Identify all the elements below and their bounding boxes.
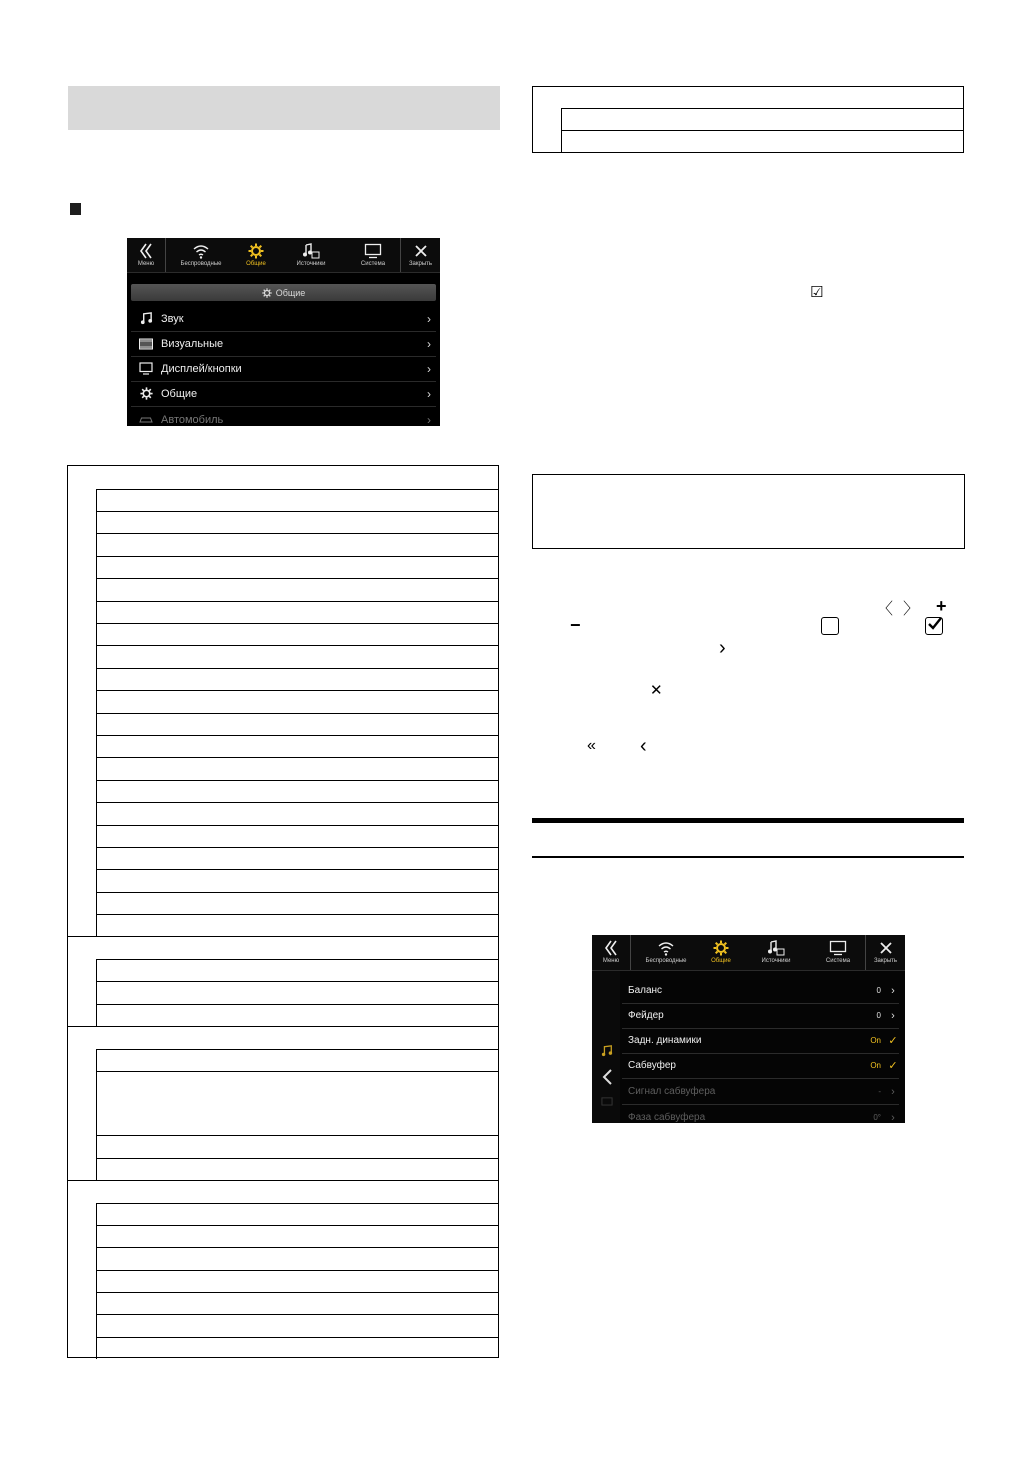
table-row-line <box>96 533 498 534</box>
table-row-line <box>96 802 498 803</box>
car-icon <box>139 415 153 425</box>
table-row-line <box>96 713 498 714</box>
menu-item-visual[interactable] <box>131 331 436 357</box>
table-row-line <box>96 1004 498 1005</box>
tab-menu[interactable] <box>127 238 165 272</box>
table-row-line <box>96 1203 498 1204</box>
tab-label: Закрыть <box>873 958 898 964</box>
table-row-line <box>96 511 498 512</box>
tab-label: Источники <box>296 261 326 267</box>
tab-sources[interactable] <box>741 935 811 970</box>
wifi-icon <box>657 940 675 956</box>
tab-system[interactable] <box>811 935 865 970</box>
tab-label: Система <box>360 261 386 267</box>
section-rule-thin <box>532 856 964 858</box>
angle-right-icon: 〉 <box>903 599 920 618</box>
setting-label: Задн. динамики <box>628 1035 702 1046</box>
tab-label: Общие <box>246 261 266 267</box>
tab-general[interactable] <box>701 935 741 970</box>
table-row-line <box>96 645 498 646</box>
setting-row-subwoofer-signal[interactable] <box>622 1079 899 1105</box>
chevron-right-icon: › <box>891 1111 895 1123</box>
table-row-line <box>96 489 498 490</box>
table-row-line <box>96 556 498 557</box>
chevron-right-icon: › <box>427 361 431 376</box>
tab-label: Система <box>825 958 851 964</box>
chevron-right-icon: › <box>427 386 431 401</box>
note-box <box>532 474 965 549</box>
section-title: Общие <box>275 287 306 298</box>
tab-wireless[interactable] <box>631 935 701 970</box>
menu-item-label: Общие <box>161 387 198 400</box>
tab-sources[interactable] <box>276 238 346 272</box>
empty-checkbox-icon <box>821 617 839 635</box>
table-row-line <box>96 1071 498 1072</box>
table-indent-line <box>96 1049 97 1180</box>
table-row-line <box>96 981 498 982</box>
table-row-line <box>96 825 498 826</box>
double-chevron-left-icon: « <box>587 737 596 754</box>
chevron-left-icon[interactable] <box>601 1069 613 1085</box>
setting-value: 0° <box>873 1113 881 1122</box>
table-row-line <box>96 1135 498 1136</box>
setting-row-fader[interactable] <box>622 1003 899 1029</box>
gear-icon <box>601 1121 613 1123</box>
menu-item-label: Звук <box>161 312 184 325</box>
chevron-right-icon: › <box>719 637 726 659</box>
music-note-icon <box>140 312 153 325</box>
table-row-line <box>96 780 498 781</box>
setting-label: Сигнал сабвуфера <box>628 1086 716 1097</box>
table-indent-line <box>96 1203 97 1359</box>
monitor-icon <box>829 940 847 956</box>
table-row-line <box>96 1225 498 1226</box>
settings-table <box>67 465 499 1358</box>
music-source-icon <box>767 940 785 956</box>
tab-label: Беспроводные <box>180 261 222 267</box>
setting-value: 0 <box>876 1011 881 1020</box>
bullet-square-icon <box>70 203 81 215</box>
table-row-line <box>96 1314 498 1315</box>
device-screenshot-general <box>127 238 440 426</box>
section-title-bar <box>131 284 436 301</box>
setting-label: Баланс <box>628 985 663 996</box>
table-row-line <box>96 1292 498 1293</box>
table-group-line <box>68 1026 498 1027</box>
music-note-icon <box>601 1045 613 1057</box>
tab-label: Меню <box>602 958 620 964</box>
tab-menu[interactable] <box>592 935 630 970</box>
table-row-line <box>96 1158 498 1159</box>
tab-system[interactable] <box>346 238 400 272</box>
table-row-line <box>96 578 498 579</box>
tab-close[interactable] <box>401 238 440 272</box>
setting-value: On <box>870 1061 881 1070</box>
checked-checkbox-icon <box>925 617 943 635</box>
setting-row-subwoofer-phase[interactable] <box>622 1105 899 1123</box>
chevron-right-icon: › <box>427 412 431 426</box>
angle-left-icon: 〈 <box>877 599 894 618</box>
tab-label: Источники <box>761 958 791 964</box>
tab-general[interactable] <box>236 238 276 272</box>
table-row-line <box>96 623 498 624</box>
section-rule-thick <box>532 818 964 823</box>
setting-label: Фаза сабвуфера <box>628 1112 706 1123</box>
table-row-line <box>96 735 498 736</box>
tab-close[interactable] <box>866 935 905 970</box>
table-row-line <box>96 914 498 915</box>
table-indent-line <box>96 959 97 1026</box>
chevron-right-icon: › <box>891 984 895 997</box>
table-row-line <box>96 869 498 870</box>
table-row-line <box>96 668 498 669</box>
setting-value: On <box>870 1036 881 1045</box>
setting-value: - <box>878 1087 881 1096</box>
menu-item-general[interactable] <box>131 381 436 407</box>
menu-item-label: Визуальные <box>161 337 224 350</box>
monitor-icon <box>139 362 153 375</box>
setting-label: Сабвуфер <box>628 1060 676 1071</box>
table-row-line <box>96 757 498 758</box>
setting-row-rear-speakers[interactable] <box>622 1028 899 1054</box>
menu-item-display[interactable] <box>131 356 436 382</box>
menu-item-label: Автомобиль <box>161 413 224 426</box>
double-chevron-left-icon <box>139 243 153 259</box>
chevron-left-icon: ‹ <box>640 735 647 757</box>
device-screenshot-sound <box>592 935 905 1123</box>
setting-value: 0 <box>876 986 881 995</box>
chevron-right-icon: › <box>427 311 431 326</box>
setting-label: Фейдер <box>628 1010 664 1021</box>
setting-row-balance[interactable] <box>622 978 899 1004</box>
monitor-icon <box>364 243 382 259</box>
table-row-line <box>96 1049 498 1050</box>
gear-icon <box>140 387 153 400</box>
tab-label: Закрыть <box>408 261 433 267</box>
table-row-line <box>96 959 498 960</box>
gear-icon <box>713 940 729 956</box>
check-icon[interactable]: ✓ <box>888 1035 898 1047</box>
tab-wireless[interactable] <box>166 238 236 272</box>
table-row-line <box>96 601 498 602</box>
tab-label: Общие <box>711 958 731 964</box>
menu-item-sound[interactable] <box>131 306 436 332</box>
film-icon <box>139 338 153 350</box>
table-indent-line <box>96 489 97 936</box>
tab-label: Меню <box>137 261 155 267</box>
minus-icon: − <box>570 615 581 635</box>
monitor-icon <box>601 1097 613 1108</box>
table-row-line <box>96 1337 498 1338</box>
gear-icon <box>248 243 264 259</box>
device-top-bar <box>592 935 905 971</box>
table-group-line <box>68 1180 498 1181</box>
side-category-strip <box>592 971 620 1123</box>
close-icon <box>879 940 893 956</box>
chevron-right-icon: › <box>891 1085 895 1098</box>
close-icon <box>414 243 428 259</box>
table-row-line <box>96 847 498 848</box>
chevron-right-icon: › <box>891 1009 895 1022</box>
music-source-icon <box>302 243 320 259</box>
setting-row-subwoofer[interactable] <box>622 1053 899 1079</box>
plus-icon: + <box>936 596 947 616</box>
gear-icon <box>262 288 272 298</box>
menu-item-label: Дисплей/кнопки <box>161 362 242 375</box>
table-row-line <box>96 892 498 893</box>
section-header-band <box>68 86 500 130</box>
tab-label: Беспроводные <box>645 958 687 964</box>
wifi-icon <box>192 243 210 259</box>
close-x-icon: ✕ <box>650 681 663 699</box>
table-row-line <box>96 1270 498 1271</box>
check-icon[interactable]: ✓ <box>888 1060 898 1072</box>
menu-item-vehicle[interactable] <box>131 407 436 426</box>
check-small-icon: ☑ <box>810 283 824 301</box>
top-right-table <box>532 86 964 153</box>
chevron-right-icon: › <box>427 336 431 351</box>
table-row-line <box>96 690 498 691</box>
table-row-line <box>96 1247 498 1248</box>
double-chevron-left-icon <box>604 940 618 956</box>
device-top-bar <box>127 238 440 273</box>
table-group-line <box>68 936 498 937</box>
